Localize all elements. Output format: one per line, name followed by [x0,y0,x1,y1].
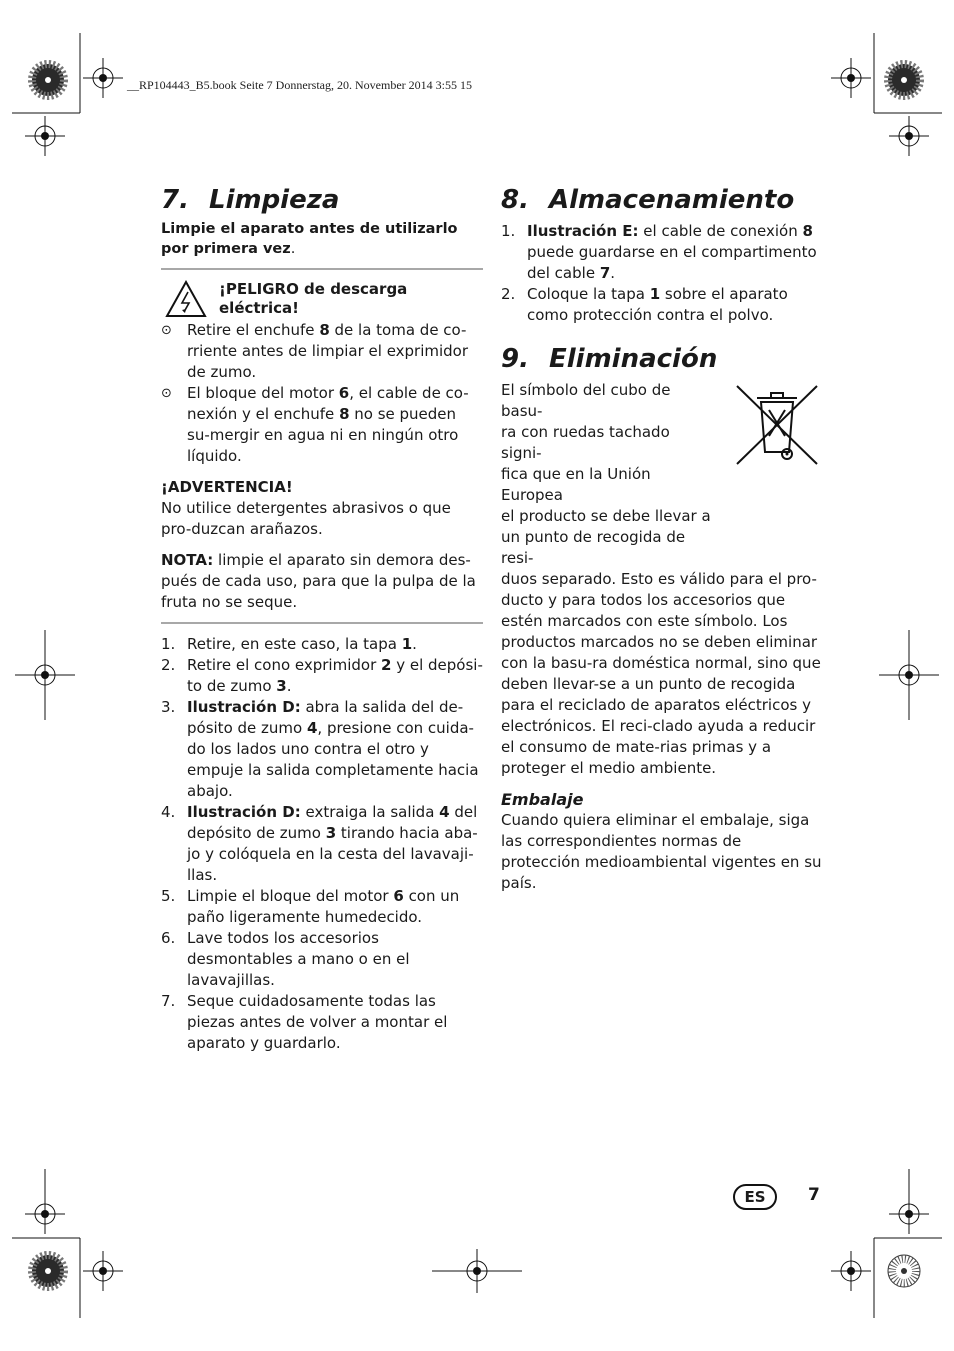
left-column [161,183,483,1054]
intro-text: Limpie el aparato antes de utilizarlo por primera vez. [161,221,458,257]
section-title-eliminacion [501,342,823,376]
warning-text: No utilice detergentes abrasivos o que pro-duzcan arañazos. [161,499,451,538]
list-item: ⊙ El bloque del motor 6, el cable de co-nexión y el enchufe 8 no se pueden su-mergir en agua ni en ningún otro líquido. [161,384,469,465]
page-number: 7 [808,1185,820,1205]
list-item: 5. Limpie el bloque del motor 6 con un paño ligeramente humedecido. [161,887,460,926]
danger-title: ¡PELIGRO de descarga eléctrica! [219,280,408,317]
section-title-almacenamiento [501,183,823,217]
divider [161,268,483,270]
bullet-icon: ⊙ [161,386,172,401]
list-item: 3. Ilustración D: abra la salida del de-pósito de zumo 4, presione con cuida-do los lados uno contra el otro y empuje la salida completamente hacia abajo. [161,698,479,800]
packaging-text: Cuando quiera eliminar el embalaje, siga las correspondientes normas de protección medioambiental vigentes en su país. [501,811,822,892]
section-title: Limpieza [209,185,340,215]
section-title: Eliminación [549,344,718,374]
note-text: NOTA: limpie el aparato sin demora des-pués de cada uso, para que la pulpa de la fruta no se seque. [161,551,476,611]
weee-text: El símbolo del cubo de basu- ra con ruedas tachado signi- fica que en la Unión Europea el producto se debe llevar a un punto de recogida de resi- duos separado. Esto es válido para el pro-ducto y para todos los accesorios que estén marcados con este símbolo. Los productos marcados no se deben eliminar con la basu-ra doméstica normal, sino que deben llevar-se a un punto de recogida para el reciclado de aparatos eléctricos y electrónicos. El reci-clado ayuda a reducir el consumo de mate-rias primas y a proteger el medio ambiente. [501,381,821,777]
section-number: 9. [501,344,529,374]
packaging-title: Embalaje [501,790,584,809]
weee-section [501,380,823,779]
crossed-wheelie-bin-icon [735,384,819,466]
list-item: 2. Coloque la tapa 1 sobre el aparato como protección contra el polvo. [501,285,788,324]
list-item: 2. Retire el cono exprimidor 2 y el depósi-to de zumo 3. [161,656,483,695]
danger-box [161,280,483,318]
bullet-icon: ⊙ [161,323,172,338]
cleaning-steps [161,634,483,1054]
electric-hazard-icon [165,280,207,318]
language-badge: ES [733,1184,777,1210]
list-item: 6. Lave todos los accesorios desmontables a mano o en el lavavajillas. [161,929,410,989]
divider [161,622,483,624]
warning-title: ¡ADVERTENCIA! [161,478,293,496]
list-item: 1. Retire, en este caso, la tapa 1. [161,635,417,653]
list-item: 7. Seque cuidadosamente todas las piezas antes de volver a montar el aparato y guardarlo. [161,992,448,1052]
list-item: ⊙ Retire el enchufe 8 de la toma de co-rriente antes de limpiar el exprimidor de zumo. [161,321,469,381]
right-column [501,183,823,894]
section-title-limpieza [161,183,483,217]
print-header: __RP104443_B5.book Seite 7 Donnerstag, 20. November 2014 3:55 15 [127,78,472,92]
section-title: Almacenamiento [549,185,795,215]
section-number: 7. [161,185,189,215]
list-item: 1. Ilustración E: el cable de conexión 8 puede guardarse en el compartimento del cable 7. [501,222,817,282]
section-number: 8. [501,185,529,215]
danger-list [161,320,483,467]
storage-steps [501,221,823,326]
list-item: 4. Ilustración D: extraiga la salida 4 del depósito de zumo 3 tirando hacia aba-jo y colóquela en la cesta del lavavaji-llas. [161,803,478,884]
